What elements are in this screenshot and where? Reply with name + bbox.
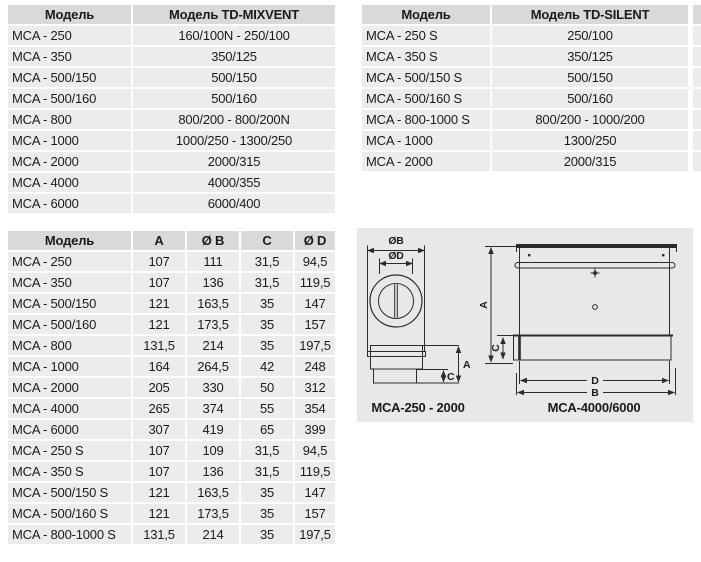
column-header-a: A <box>133 231 185 250</box>
model-cell: MCA - 250 S <box>8 441 131 460</box>
table-row <box>8 483 335 502</box>
value-cell: 157 <box>295 504 335 523</box>
value-cell: 35 <box>241 525 293 544</box>
model-cell: MCA - 800-1000 S <box>362 110 490 129</box>
table-row <box>8 420 335 439</box>
top-flange <box>516 244 677 248</box>
table-row <box>8 194 335 213</box>
value-cell: 107 <box>133 273 185 292</box>
value-cell: 265 <box>133 399 185 418</box>
side-view-spigot <box>374 369 417 383</box>
value-cell: 250/100 <box>492 26 688 45</box>
value-cell: 1300/250 <box>492 131 688 150</box>
table-row <box>8 378 335 397</box>
model-cell: MCA - 1000 <box>8 131 131 150</box>
column-header-od: Ø D <box>295 231 335 250</box>
box-unit-drawing <box>478 244 677 415</box>
model-cell: MCA - 2000 <box>8 152 131 171</box>
value-cell: 500/160 <box>133 89 335 108</box>
value-cell: 163,5 <box>187 294 239 313</box>
value-cell: 163,5 <box>187 483 239 502</box>
right-drawing-caption: MCA-4000/6000 <box>547 400 641 415</box>
dim-label-a: A <box>478 301 490 309</box>
value-cell: 500/150 <box>492 68 688 87</box>
value-cell: 214 <box>187 525 239 544</box>
model-cell: MCA - 2000 <box>362 152 490 171</box>
table-row <box>8 462 335 481</box>
table-row <box>8 336 335 355</box>
table-row <box>362 68 688 87</box>
value-cell: 419 <box>187 420 239 439</box>
left-drawing-caption: MCA-250 - 2000 <box>371 400 465 415</box>
value-cell: 800/200 - 1000/200 <box>492 110 688 129</box>
value-cell: 121 <box>133 504 185 523</box>
model-cell: MCA - 350 <box>8 273 131 292</box>
model-cell: MCA - 4000 <box>8 173 131 192</box>
rivet-left <box>528 254 530 256</box>
value-cell: 399 <box>295 420 335 439</box>
table-row <box>362 131 688 150</box>
value-cell: 35 <box>241 294 293 313</box>
value-cell: 197,5 <box>295 525 335 544</box>
silent-table-body <box>362 26 688 171</box>
value-cell: 197,5 <box>295 336 335 355</box>
screw-marker <box>591 269 600 278</box>
silent-table <box>360 3 690 173</box>
value-cell: 111 <box>187 252 239 271</box>
value-cell: 214 <box>187 336 239 355</box>
value-cell: 164 <box>133 357 185 376</box>
value-cell: 147 <box>295 294 335 313</box>
fan-front-side-view-drawing <box>368 235 472 415</box>
column-header-silent: Модель TD-SILENT <box>492 5 688 24</box>
table-row <box>8 89 335 108</box>
value-cell: 50 <box>241 378 293 397</box>
dim-label-a: A <box>463 359 471 371</box>
value-cell: 6000/400 <box>133 194 335 213</box>
model-cell: MCA - 500/160 S <box>362 89 490 108</box>
table-row <box>362 110 688 129</box>
dim-label-b: B <box>591 387 599 399</box>
table-row <box>8 173 335 192</box>
dim-label-c: C <box>447 371 455 383</box>
value-cell: 173,5 <box>187 315 239 334</box>
mixvent-table-body <box>8 26 335 213</box>
side-view-flange <box>368 352 426 357</box>
mixvent-table <box>6 3 337 215</box>
model-cell: MCA - 6000 <box>8 194 131 213</box>
value-cell: 107 <box>133 441 185 460</box>
value-cell: 55 <box>241 399 293 418</box>
rivet-right <box>662 254 664 256</box>
model-cell: MCA - 500/160 <box>8 315 131 334</box>
value-cell: 147 <box>295 483 335 502</box>
technical-drawing-panel <box>357 228 693 422</box>
value-cell: 374 <box>187 399 239 418</box>
value-cell: 350/125 <box>492 47 688 66</box>
model-cell: MCA - 2000 <box>8 378 131 397</box>
rolled-bead <box>515 263 675 269</box>
model-cell: MCA - 350 S <box>362 47 490 66</box>
value-cell: 42 <box>241 357 293 376</box>
table-row <box>8 441 335 460</box>
header-row <box>362 5 688 24</box>
value-cell: 264,5 <box>187 357 239 376</box>
bottom-band <box>514 336 672 360</box>
value-cell: 350/125 <box>133 47 335 66</box>
value-cell: 119,5 <box>295 462 335 481</box>
cropped-table-sliver <box>693 5 701 173</box>
model-cell: MCA - 350 S <box>8 462 131 481</box>
value-cell: 107 <box>133 462 185 481</box>
model-cell: MCA - 4000 <box>8 399 131 418</box>
value-cell: 121 <box>133 294 185 313</box>
value-cell: 173,5 <box>187 504 239 523</box>
model-cell: MCA - 250 <box>8 252 131 271</box>
model-cell: MCA - 500/150 <box>8 294 131 313</box>
model-cell: MCA - 500/150 S <box>8 483 131 502</box>
table-row <box>362 47 688 66</box>
dimension-drawings <box>357 228 693 422</box>
table-row <box>362 89 688 108</box>
duct-outer-circle <box>370 275 422 327</box>
value-cell: 35 <box>241 483 293 502</box>
table-row <box>8 47 335 66</box>
value-cell: 312 <box>295 378 335 397</box>
table-row <box>8 26 335 45</box>
table-row <box>8 357 335 376</box>
model-cell: MCA - 500/150 <box>8 68 131 87</box>
model-cell: MCA - 500/150 S <box>362 68 490 87</box>
table-row <box>8 315 335 334</box>
value-cell: 2000/315 <box>133 152 335 171</box>
model-cell: MCA - 800 <box>8 336 131 355</box>
value-cell: 121 <box>133 483 185 502</box>
model-cell: MCA - 800-1000 S <box>8 525 131 544</box>
table-row <box>8 294 335 313</box>
dimensions-table <box>6 229 337 546</box>
value-cell: 800/200 - 800/200N <box>133 110 335 129</box>
value-cell: 107 <box>133 252 185 271</box>
table-row <box>8 68 335 87</box>
dim-label-ob: ØB <box>388 235 404 247</box>
column-header-ob: Ø B <box>187 231 239 250</box>
model-cell: MCA - 350 <box>8 47 131 66</box>
table-row <box>362 26 688 45</box>
value-cell: 31,5 <box>241 441 293 460</box>
header-row <box>8 5 335 24</box>
value-cell: 35 <box>241 315 293 334</box>
side-view-body <box>371 346 423 370</box>
model-cell: MCA - 800 <box>8 110 131 129</box>
dim-label-od: ØD <box>388 250 404 262</box>
value-cell: 31,5 <box>241 273 293 292</box>
value-cell: 31,5 <box>241 252 293 271</box>
value-cell: 94,5 <box>295 441 335 460</box>
duct-inner-circle <box>379 284 414 319</box>
table-row <box>8 525 335 544</box>
table-row <box>8 273 335 292</box>
value-cell: 35 <box>241 504 293 523</box>
model-cell: MCA - 6000 <box>8 420 131 439</box>
value-cell: 160/100N - 250/100 <box>133 26 335 45</box>
model-cell: MCA - 250 <box>8 26 131 45</box>
value-cell: 109 <box>187 441 239 460</box>
hole-marker <box>593 305 598 310</box>
table-row <box>8 152 335 171</box>
value-cell: 136 <box>187 273 239 292</box>
model-cell: MCA - 500/160 S <box>8 504 131 523</box>
table-row <box>8 252 335 271</box>
value-cell: 500/160 <box>492 89 688 108</box>
value-cell: 330 <box>187 378 239 397</box>
value-cell: 307 <box>133 420 185 439</box>
value-cell: 119,5 <box>295 273 335 292</box>
value-cell: 121 <box>133 315 185 334</box>
header-row <box>8 231 335 250</box>
column-header-c: C <box>241 231 293 250</box>
table-row <box>8 131 335 150</box>
model-cell: MCA - 500/160 <box>8 89 131 108</box>
value-cell: 131,5 <box>133 336 185 355</box>
value-cell: 157 <box>295 315 335 334</box>
dim-label-d: D <box>591 375 599 387</box>
value-cell: 1000/250 - 1300/250 <box>133 131 335 150</box>
model-cell: MCA - 1000 <box>362 131 490 150</box>
value-cell: 131,5 <box>133 525 185 544</box>
value-cell: 2000/315 <box>492 152 688 171</box>
value-cell: 35 <box>241 336 293 355</box>
value-cell: 136 <box>187 462 239 481</box>
table-row <box>8 110 335 129</box>
column-header-model: Модель <box>8 5 131 24</box>
dim-label-c: C <box>490 344 502 352</box>
value-cell: 94,5 <box>295 252 335 271</box>
column-header-model: Модель <box>362 5 490 24</box>
table-row <box>8 399 335 418</box>
value-cell: 205 <box>133 378 185 397</box>
value-cell: 65 <box>241 420 293 439</box>
value-cell: 354 <box>295 399 335 418</box>
table-row <box>8 504 335 523</box>
value-cell: 500/150 <box>133 68 335 87</box>
dimensions-table-body <box>8 252 335 544</box>
column-header-mixvent: Модель TD-MIXVENT <box>133 5 335 24</box>
value-cell: 4000/355 <box>133 173 335 192</box>
value-cell: 31,5 <box>241 462 293 481</box>
value-cell: 248 <box>295 357 335 376</box>
model-cell: MCA - 250 S <box>362 26 490 45</box>
column-header-model: Модель <box>8 231 131 250</box>
model-cell: MCA - 1000 <box>8 357 131 376</box>
table-row <box>362 152 688 171</box>
